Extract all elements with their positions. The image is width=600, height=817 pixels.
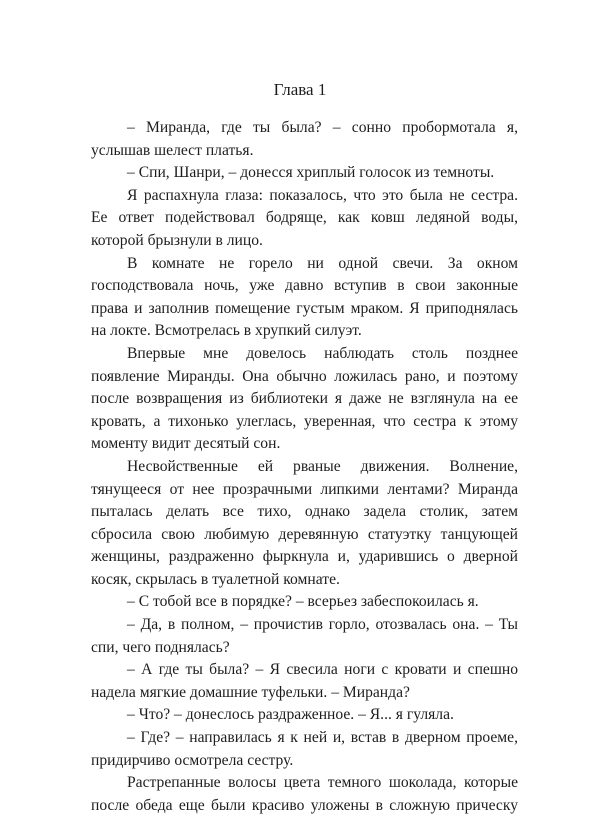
text-line: – С тобой все в порядке? – всерьез забеспокоилась я.	[127, 593, 479, 611]
text-line: права и заполнив помещение густым мраком. Я приподнялась	[91, 299, 518, 317]
text-line: появление Миранды. Она обычно ложилась рано, и поэтому	[91, 367, 518, 385]
text-line: – Что? – донеслось раздраженное. – Я... я гуляла.	[127, 706, 454, 724]
chapter-text	[91, 117, 518, 817]
text-line: косяк, скрылась в туалетной комнате.	[91, 570, 340, 588]
text-line: моменту видит десятый сон.	[91, 435, 281, 453]
text-line: спи, чего поднялась?	[91, 638, 230, 656]
text-line: – Миранда, где ты была? – сонно пробормотала я,	[127, 119, 518, 136]
text-line: – Где? – направилась я к ней и, встав в дверном проеме,	[127, 729, 518, 747]
chapter-title: Глава 1	[273, 80, 327, 99]
text-line: Я распахнула глаза: показалось, что это была не сестра.	[127, 186, 518, 204]
text-line: услышав шелест платья.	[91, 141, 254, 159]
text-line: В комнате не горело ни одной свечи. За окном	[127, 254, 518, 272]
text-line: – Спи, Шанри, – донесся хриплый голосок из темноты.	[127, 164, 495, 182]
text-line: после возвращения из библиотеки я даже не взглянула на ее	[91, 390, 518, 408]
text-line: господствовала ночь, уже давно вступив в свои законные	[91, 277, 518, 295]
text-line: тянущееся от нее прозрачными липкими лентами? Миранда	[91, 480, 518, 498]
text-line: женщины, раздраженно фыркнула и, ударившись о дверной	[91, 548, 518, 566]
text-line: придирчиво осмотрела сестру.	[91, 751, 294, 769]
text-line: Ее ответ подействовал бодряще, как ковш ледяной воды,	[91, 209, 518, 227]
text-line: Впервые мне довелось наблюдать столь позднее	[127, 344, 518, 362]
text-line: – А где ты была? – Я свесила ноги с кровати и спешно	[127, 661, 518, 679]
text-line: пыталась делать все тихо, однако задела столик, затем	[91, 503, 518, 521]
text-line: сбросила свою любимую деревянную статуэтку танцующей	[91, 525, 518, 543]
text-line: надела мягкие домашние туфельки. – Миранда?	[91, 683, 410, 701]
text-line: Растрепанные волосы цвета темного шоколада, которые	[127, 774, 518, 792]
text-line: на локте. Всмотрелась в хрупкий силуэт.	[91, 322, 362, 340]
text-line: которой брызнули в лицо.	[91, 231, 263, 249]
text-line: кровать, а тихонько улеглась, уверенная, что сестра к этому	[91, 412, 518, 430]
text-line: Несвойственные ей рваные движения. Волнение,	[127, 457, 518, 475]
text-line: после обеда еще были красиво уложены в сложную прическу	[91, 796, 518, 814]
text-line: – Да, в полном, – прочистив горло, отозвалась она. – Ты	[127, 616, 518, 634]
